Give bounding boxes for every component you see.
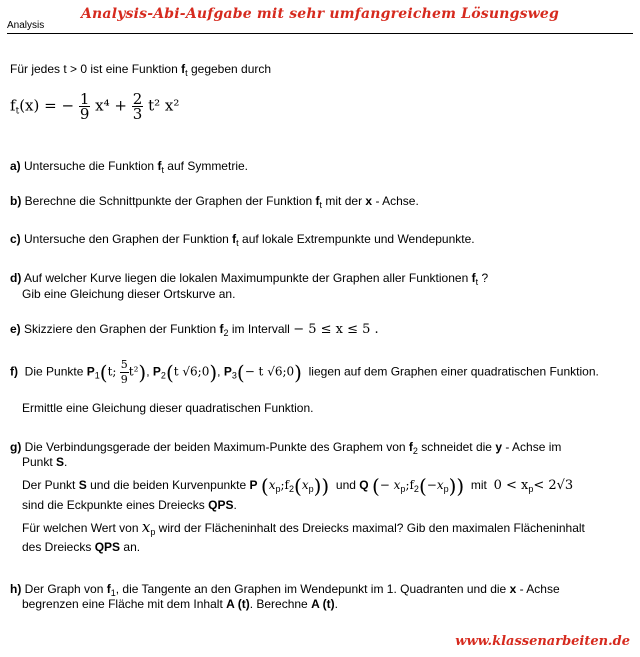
task-b: b) Berechne die Schnittpunkte der Graphen der Funktion $f_t$ mit der x - Achse. bbox=[10, 194, 419, 210]
intro-line: Für jedes t > 0 ist eine Funktion $f_t$ gegeben durch bbox=[10, 62, 272, 78]
header-subject: Analysis bbox=[7, 20, 45, 31]
task-e: e) Skizziere den Graphen der Funktion $f_2$ im Intervall − 5 ≤ x ≤ 5 . bbox=[10, 322, 379, 338]
task-g-line2: Punkt S. bbox=[22, 455, 68, 469]
footer-url: www.klassenarbeiten.de bbox=[455, 634, 630, 649]
task-f: f) Die Punkte $P_1(t$; $\frac{5}{9}$ t²), $P_2(t$ √6;0), $P_3(- t$ √6;0) liegen auf dem Graphen einer quadratischen Funktion. bbox=[10, 358, 599, 386]
task-c: c) Untersuche den Graphen der Funktion $f_t$ auf lokale Extrempunkte und Wendepunkte. bbox=[10, 232, 475, 248]
task-g-line5: Für welchen Wert von $x_p$ wird der Flächeninhalt des Dreiecks maximal? Gib den maximalen Flächeninhalt bbox=[22, 518, 585, 537]
task-g-line6: des Dreiecks QPS an. bbox=[22, 540, 141, 554]
task-g-line1: g) Die Verbindungsgerade der beiden Maximum-Punkte des Graphem von $f_2$ schneidet die y - Achse im bbox=[10, 440, 562, 456]
header-divider bbox=[7, 33, 633, 34]
task-f-line2: Ermittle eine Gleichung dieser quadratischen Funktion. bbox=[22, 401, 314, 415]
task-d-line2: Gib eine Gleichung dieser Ortskurve an. bbox=[22, 287, 236, 301]
task-h-line2: begrenzen eine Fläche mit dem Inhalt A (t). Berechne A (t). bbox=[22, 597, 338, 611]
header-title: Analysis-Abi-Aufgabe mit sehr umfangreichem Lösungsweg bbox=[80, 6, 560, 22]
task-d: d) Auf welcher Kurve liegen die lokalen Maximumpunkte der Graphen aller Funktionen $f_t$ ? bbox=[10, 271, 489, 287]
task-a: a) Untersuche die Funktion $f_t$ auf Symmetrie. bbox=[10, 159, 248, 175]
task-g-line4: sind die Eckpunkte eines Dreiecks QPS. bbox=[22, 498, 237, 512]
task-h-line1: h) Der Graph von $f_1$, die Tangente an den Graphen im Wendepunkt im 1. Quadranten und die x - Achse bbox=[10, 582, 560, 598]
task-g-line3: Der Punkt S und die beiden Kurvenpunkte P $(x_p;f_2(x_p))$ und Q (− $x_p;f_2(-x_p)$) mit $0 < x_p< 2√3$ bbox=[22, 474, 574, 498]
function-formula: $f_t(x)$ = − $\frac{1}{9}$ x⁴ + $\frac{2}{3}$ t² x² bbox=[10, 90, 180, 123]
